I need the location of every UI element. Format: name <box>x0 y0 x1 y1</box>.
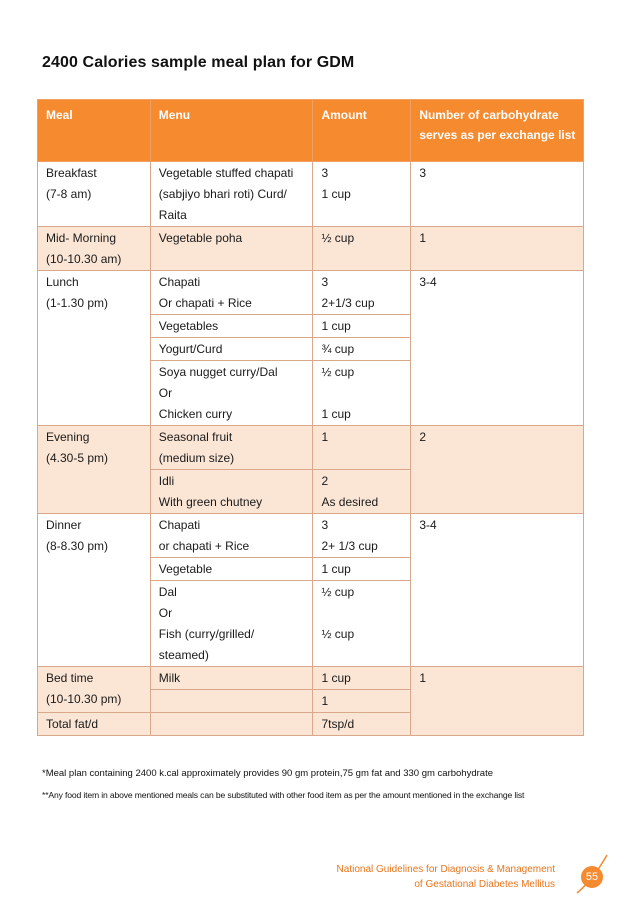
menu-cell: Vegetable stuffed chapati (sabjiyo bhari roti) Curd/ Raita <box>150 162 313 227</box>
carb-cell: 2 <box>411 426 584 514</box>
table-header-row <box>38 100 584 162</box>
meal-cell: Breakfast (7-8 am) <box>38 162 151 227</box>
page-title: 2400 Calories sample meal plan for GDM <box>42 54 355 71</box>
meal-cell: Lunch (1-1.30 pm) <box>38 271 151 426</box>
menu-cell: Idli With green chutney <box>150 470 313 514</box>
header-amount: Amount <box>313 100 411 162</box>
page-footer <box>337 862 555 892</box>
amount-cell: 1 <box>313 426 411 470</box>
table-row-bedtime <box>38 667 584 690</box>
amount-cell: 7tsp/d <box>313 713 411 736</box>
menu-cell: Vegetables <box>150 315 313 338</box>
menu-cell: Vegetable poha <box>150 227 313 271</box>
amount-cell: ½ cup 1 cup <box>313 361 411 426</box>
table-row-breakfast <box>38 162 584 227</box>
meal-cell: Evening (4.30-5 pm) <box>38 426 151 514</box>
menu-cell: Milk <box>150 667 313 690</box>
carb-cell: 1 <box>411 667 584 736</box>
table-row-lunch <box>38 271 584 315</box>
menu-cell: Seasonal fruit (medium size) <box>150 426 313 470</box>
menu-cell: Chapati or chapati + Rice <box>150 514 313 558</box>
header-menu: Menu <box>150 100 313 162</box>
amount-cell: ½ cup <box>313 227 411 271</box>
menu-cell: Chapati Or chapati + Rice <box>150 271 313 315</box>
amount-cell: 2 As desired <box>313 470 411 514</box>
menu-cell <box>150 690 313 713</box>
footer-line-2: of Gestational Diabetes Mellitus <box>414 879 555 890</box>
amount-cell: 1 cup <box>313 667 411 690</box>
amount-cell: 1 cup <box>313 558 411 581</box>
amount-cell: ¾ cup <box>313 338 411 361</box>
menu-cell: Vegetable <box>150 558 313 581</box>
footer-line-1: National Guidelines for Diagnosis & Management <box>336 864 555 875</box>
page-number: 55 <box>581 866 603 888</box>
meal-cell: Dinner (8-8.30 pm) <box>38 514 151 667</box>
header-meal: Meal <box>38 100 151 162</box>
menu-cell <box>150 713 313 736</box>
menu-cell: Yogurt/Curd <box>150 338 313 361</box>
meal-plan-table <box>37 99 584 736</box>
meal-cell: Total fat/d <box>38 713 151 736</box>
table-row-dinner <box>38 514 584 558</box>
table-row-evening <box>38 426 584 470</box>
amount-cell: 1 cup <box>313 315 411 338</box>
meal-cell: Bed time (10-10.30 pm) <box>38 667 151 713</box>
carb-cell: 3 <box>411 162 584 227</box>
amount-cell: 1 <box>313 690 411 713</box>
menu-cell: Dal Or Fish (curry/grilled/ steamed) <box>150 581 313 667</box>
footnote-substitution: **Any food item in above mentioned meals can be substituted with other food item as per the amount mentioned in the exchange list <box>42 790 525 800</box>
amount-cell: 3 2+1/3 cup <box>313 271 411 315</box>
carb-cell: 3-4 <box>411 514 584 667</box>
amount-cell: ½ cup ½ cup <box>313 581 411 667</box>
meal-cell: Mid- Morning (10-10.30 am) <box>38 227 151 271</box>
footnote-nutrition: *Meal plan containing 2400 k.cal approximately provides 90 gm protein,75 gm fat and 330 gm carbohydrate <box>42 768 493 779</box>
carb-cell: 3-4 <box>411 271 584 426</box>
amount-cell: 3 2+ 1/3 cup <box>313 514 411 558</box>
amount-cell: 3 1 cup <box>313 162 411 227</box>
table-row-mid-morning <box>38 227 584 271</box>
header-carb-serves: Number of carbohydrate serves as per exchange list <box>411 100 584 162</box>
menu-cell: Soya nugget curry/Dal Or Chicken curry <box>150 361 313 426</box>
carb-cell: 1 <box>411 227 584 271</box>
